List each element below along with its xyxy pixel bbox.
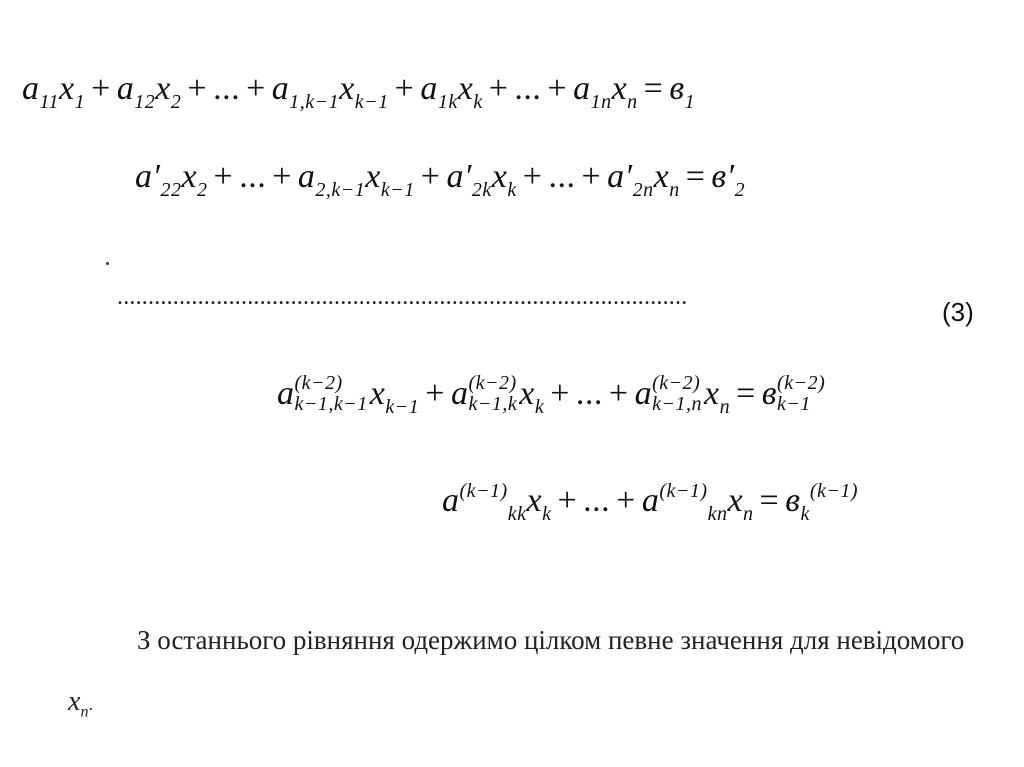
rhs-sub: k−1 xyxy=(777,393,811,415)
unknown-var: x xyxy=(68,686,81,717)
unknown-trail: . xyxy=(88,694,93,714)
rhs-sub: k xyxy=(800,503,810,525)
equation-number: (3) xyxy=(942,297,974,327)
unknown-sub: n xyxy=(80,703,89,721)
rhs-var: в xyxy=(785,482,801,519)
rhs-var: в xyxy=(761,374,778,412)
rhs-var: в xyxy=(711,158,727,195)
rhs-sub: 1 xyxy=(684,91,696,113)
stray-dot xyxy=(106,262,109,265)
rhs-sup: (k−1) xyxy=(809,480,859,502)
equation-row-2: $a'_{22}x_2$ + ... + $a_{2,k-1}x_{k-1} + a'_{2k}x_k$ + ... + $a'_{2n}x_n = в'_2$ xyxy=(135,158,746,201)
rhs-var: в xyxy=(669,70,685,107)
dotted-separator: ............................................................................................ xyxy=(117,284,688,310)
equation-row-4: $a^{(k-1)}_{kk}x_k$ + ... + $a^{(k-1)}_{kn}x_n = в_k^{(k-1)}$ xyxy=(442,480,859,525)
equation-row-3: a (k−2) k−1,k−1 $x_{k-1} + a$ (k−2) k−1,k $x_k$ + ... + a (k−2) k−1,n $x_n = в$ (k−2) k−1 xyxy=(277,372,826,418)
rhs-sub: 2 xyxy=(734,179,746,201)
rhs-sup: (k−2) xyxy=(777,372,826,394)
rhs-prime: ′ xyxy=(726,158,735,195)
conclusion-text: З останнього рівняння одержимо цілком певне значення для невідомого xyxy=(137,625,965,655)
equation-row-1: $a_{11}x_1 + a_{12}x_2$ + ... + $a_{1,k-1}x_{k-1} + a_{1k}x_k$ + ... + $a_{1n}x_n = в_1$ xyxy=(22,70,696,113)
unknown-xn xyxy=(68,686,93,722)
